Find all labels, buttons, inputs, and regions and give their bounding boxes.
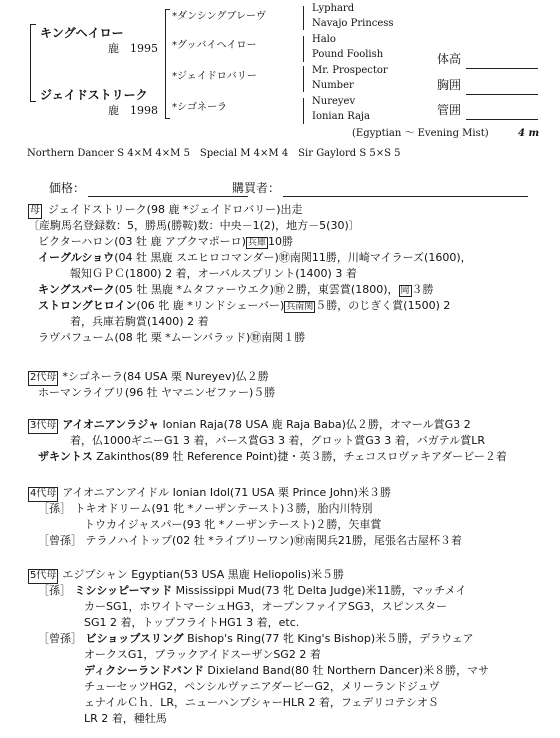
gen3-progeny-name: ザキントス xyxy=(38,450,93,463)
gen4-tag: 4代母 xyxy=(28,487,58,502)
g3-5: Mr. Prospector xyxy=(312,65,388,76)
gen5-label: ［曾孫］ xyxy=(38,632,82,645)
height-label: 体高 xyxy=(437,52,462,66)
sire-name: キングヘイロー xyxy=(40,26,124,40)
gen2-tag: 2代母 xyxy=(28,371,58,386)
gen3-tag: 3代母 xyxy=(28,419,58,434)
price-field[interactable] xyxy=(88,196,248,197)
dam-record: 〔産駒馬名登録数：5，勝馬(勝鞍)数：中央－1(2)，地方－5(30)〕 xyxy=(28,219,360,232)
gen4-header: アイオニアンアイドル Ionian Idol(71 USA 栗 Prince John)米３勝 xyxy=(62,486,391,499)
gen2-section xyxy=(28,370,548,402)
progeny-line: キングスパーク(05 牡 黒鹿 *ムタファーウエク)㊖２勝，東雲賞(1800)， 岡 ３勝 xyxy=(38,283,434,296)
gen4-label: ［曾孫］ xyxy=(38,534,82,547)
gen3-section xyxy=(28,418,548,466)
gen4-line: トウカイジャスパー(93 牝 *ノーザンテースト)２勝，矢車賞 xyxy=(84,518,382,531)
chest-label: 胸囲 xyxy=(437,78,462,92)
cannon-label: 管囲 xyxy=(437,103,462,117)
gen5-line: カーSG1，ホワイトマーシュHG3，オープンファイアSG3，スピンスター xyxy=(84,600,448,613)
gen5-label: ［孫］ xyxy=(38,584,71,597)
chest-field[interactable] xyxy=(466,94,538,95)
progeny-line: ストロングヒロイン(06 牝 鹿 *リンドシェーバー) 兵南関 ５勝，のじぎく賞(1500) 2 xyxy=(38,299,451,312)
gen5-name: ディクシーランドバンド xyxy=(84,664,204,677)
gen5-line: Dixieland Band(80 牡 Northern Dancer)米８勝，マサ xyxy=(207,664,490,677)
gen5-line: オークスG1，ブラックアイドスーザンSG2 2 着 xyxy=(84,648,321,661)
gen5-line: ェナイルＣｈ．LR，ニューハンプシャーHLR 2 着，フェデリコテシオＳ xyxy=(84,696,439,709)
gen4-label: ［孫］ xyxy=(38,502,71,515)
g3-8: Ionian Raja xyxy=(312,111,370,122)
progeny-line: ビクターハロン(03 牡 鹿 アブクマポーロ) 兵庫 10勝 xyxy=(38,235,293,248)
sire-info: 鹿 1995 xyxy=(108,42,158,55)
gen3-line: 着，仏1000ギニーG1 3 着，バース賞G3 3 着，グロット賞G3 3 着，バガテル賞LR xyxy=(70,434,485,447)
dam-info: 鹿 1998 xyxy=(108,104,158,117)
gen4-line: トキオドリーム(91 牝 *ノーザンテースト)３勝，胎内川特別 xyxy=(74,502,373,515)
dam-section xyxy=(28,203,548,347)
gen5-line: Bishop's Ring(77 牝 King's Bishop)米５勝，デラウェア xyxy=(187,632,474,645)
gen5-name: ビショップスリング xyxy=(85,632,184,645)
dam-dam: *シゴネーラ xyxy=(172,102,227,113)
price-label: 価格： xyxy=(49,181,86,195)
gen3-progeny-text: Zakinthos(89 牡 Reference Point)捷・英３勝，チェコスロヴァキアダービー２着 xyxy=(96,450,507,463)
sire-dam: *グッバイヘイロー xyxy=(172,40,257,51)
g3-4: Pound Foolish xyxy=(312,49,384,60)
gen5-line: Mississippi Mud(73 牝 Delta Judge)米11勝，マッチメイ xyxy=(175,584,467,597)
height-field[interactable] xyxy=(466,68,538,69)
gen5-line: LR 2 着，種牡馬 xyxy=(84,712,167,725)
inbreeding: Northern Dancer S 4×M 4×M 5 Special M 4×M 4 Sir Gaylord S 5×S 5 xyxy=(27,148,401,159)
buyer-field[interactable] xyxy=(283,196,528,197)
gen5-header: エジプシャン Egyptian(53 USA 黒鹿 Heliopolis)米５勝 xyxy=(62,568,344,581)
g3-6: Number xyxy=(312,80,354,91)
gen3-name: アイオニアンラジャ xyxy=(62,418,159,431)
g3-1: Lyphard xyxy=(312,3,355,14)
dam-sire: *ジェイドロバリー xyxy=(172,71,257,82)
family-line: (Egyptian 〜 Evening Mist) xyxy=(352,128,489,139)
gen5-name: ミシシッピーマッド xyxy=(74,584,173,597)
gen2-line: ホーマンライブリ(96 牡 ヤマニンゼファー)５勝 xyxy=(38,386,276,399)
dam-header: ジェイドストリーク(98 鹿 *ジェイドロバリー)出走 xyxy=(48,203,303,216)
progeny-line: 着，兵庫若駒賞(1400) 2 着 xyxy=(70,315,209,328)
gen4-line: テラノハイトップ(02 牡 *ライブリーワン)㊖南関兵21勝，尾張名古屋杯３着 xyxy=(85,534,462,547)
dam-name: ジェイドストリーク xyxy=(40,88,148,102)
progeny-line: イーグルショウ(04 牡 黒鹿 スエヒロコマンダー)㊖南関11勝，川崎マイラーズ(1600)， xyxy=(38,251,472,264)
cannon-field[interactable] xyxy=(466,119,538,120)
progeny-line: ラヴパフューム(08 牝 栗 *ムーンバラッド)㊖南関１勝 xyxy=(38,331,306,344)
g3-2: Navajo Princess xyxy=(312,18,394,29)
family-number: 4 m xyxy=(518,128,540,139)
g3-7: Nureyev xyxy=(312,96,356,107)
dam-tag: 母 xyxy=(28,204,42,219)
gen2-header: *シゴネーラ(84 USA 栗 Nureyev)仏２勝 xyxy=(62,370,269,383)
buyer-label: 購買者： xyxy=(232,181,281,195)
g3-3: Halo xyxy=(312,34,336,45)
gen5-section xyxy=(28,568,548,728)
gen5-line: SG1 2 着，トップフライトHG1 3 着，etc. xyxy=(84,616,300,629)
gen5-line: チューセッツHG2，ペンシルヴァニアダービーG2，メリーランドジュヴ xyxy=(84,680,440,693)
progeny-line: 報知ＧＰＣ(1800) 2 着，オーバルスプリント(1400) 3 着 xyxy=(70,267,357,280)
sire-sire: *ダンシングブレーヴ xyxy=(172,11,266,22)
gen4-section xyxy=(28,486,548,550)
gen5-tag: 5代母 xyxy=(28,569,58,584)
gen3-header: Ionian Raja(78 USA 鹿 Raja Baba)仏２勝，オマール賞G3 2 xyxy=(162,418,471,431)
